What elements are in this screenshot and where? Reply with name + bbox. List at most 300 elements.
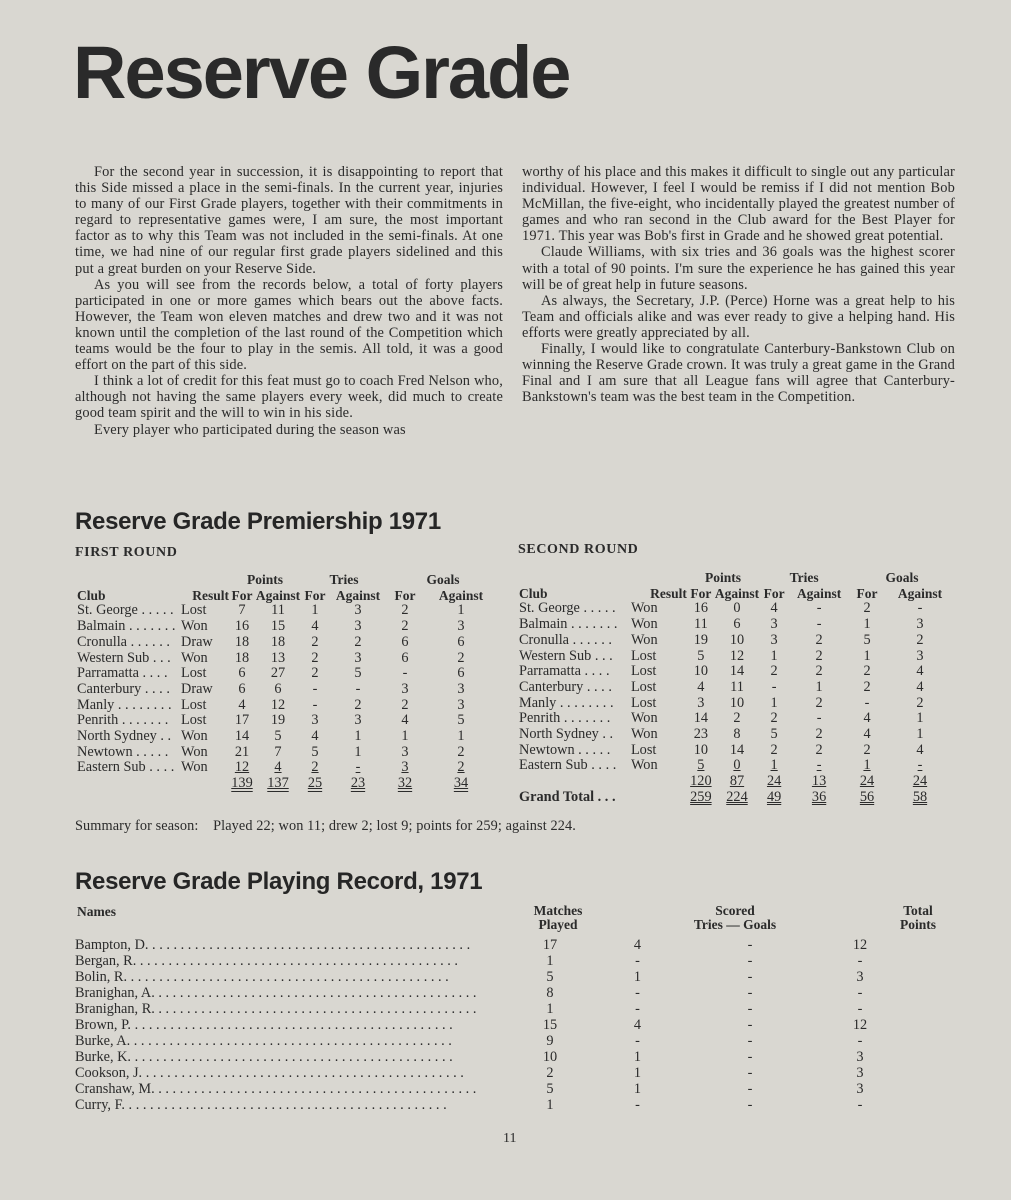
matches-played-cell: 1 [546, 1097, 554, 1113]
tries-cell: 1 [633, 1065, 642, 1081]
points-for-cell: 14 [693, 710, 709, 727]
tries-cell: 4 [633, 1017, 642, 1033]
for-header: For [856, 585, 878, 601]
total-points-cell: - [857, 985, 863, 1001]
table-row [77, 682, 499, 698]
total-cell: 34 [453, 775, 469, 792]
name-leader [75, 1097, 500, 1113]
tries-for-cell: - [312, 696, 318, 713]
report-paragraph: Every player who participated during the season was [94, 421, 406, 438]
player-row [75, 1017, 895, 1033]
tries-for-cell: - [771, 678, 777, 695]
player-row [75, 1097, 895, 1113]
dot-leader: . . . . . . . . . . . . . . . . . . . . . . . . . . . . . . . . . . . . . . . . . . . . . [131, 1049, 453, 1065]
points-for-cell: 5 [697, 647, 705, 664]
player-name: Bampton, D. [75, 937, 149, 953]
points-against-cell: 13 [270, 649, 286, 666]
tries-against-cell: 3 [354, 618, 362, 635]
tries-against-cell: 2 [354, 633, 362, 650]
dot-leader: . . . . . . . . . . . . . . . . . . . . . . . . . . . . . . . . . . . . . . . . . . . . . [127, 969, 449, 985]
tries-for-cell: 3 [770, 631, 778, 648]
player-row [75, 937, 895, 953]
total-points-cell: - [857, 1001, 863, 1017]
club-cell: Penrith . . . . . . . [77, 712, 169, 729]
dot-leader: . . . . . . . . . . . . . . . . . . . . . . . . . . . . . . . . . . . . . . . . . . . . . [154, 985, 477, 1001]
dot-leader: . . . . . . . . . . . . . . . . . . . . . . . . . . . . . . . . . . . . . . . . . . . . . [154, 1001, 477, 1017]
tries-against-cell: 1 [354, 728, 362, 745]
result-cell: Won [181, 649, 208, 666]
second-round-label: SECOND ROUND [518, 542, 639, 557]
scored-header [664, 904, 806, 932]
page-title: Reserve Grade [73, 31, 570, 114]
name-leader [75, 1033, 500, 1049]
points-against-cell: 2 [733, 710, 741, 727]
goals-for-cell: 1 [863, 647, 871, 664]
goals-against-cell: 2 [457, 759, 465, 776]
total-cell: 32 [397, 775, 413, 792]
name-leader [75, 985, 500, 1001]
player-name: Curry, F. [75, 1097, 125, 1113]
result-cell: Won [630, 616, 658, 633]
tries-cell: - [635, 985, 640, 1001]
points-header: Points [246, 572, 283, 587]
table-row [519, 758, 955, 774]
total-points-cell: 3 [856, 969, 864, 985]
tries-for-cell: 2 [770, 741, 778, 758]
against-header: Against [335, 587, 381, 603]
tries-for-cell: 5 [770, 726, 778, 743]
matches-played-cell: 2 [546, 1065, 554, 1081]
table-header-row [77, 572, 499, 588]
goals-for-cell: 4 [863, 710, 871, 727]
matches-played-cell: 8 [546, 985, 554, 1001]
club-cell: North Sydney . . [519, 726, 614, 743]
grand-total-cell: 56 [859, 788, 875, 805]
name-leader [75, 1001, 500, 1017]
tries-against-cell: 1 [354, 743, 362, 760]
goals-cell: - [747, 1081, 753, 1097]
goals-cell: - [747, 1097, 753, 1113]
points-against-cell: 14 [729, 663, 745, 680]
table-row [77, 666, 499, 682]
tries-against-cell: - [816, 616, 822, 633]
points-for-cell: 18 [234, 633, 250, 650]
tries-cell: - [635, 953, 640, 969]
tries-for-cell: 2 [770, 710, 778, 727]
points-for-cell: 4 [697, 678, 705, 695]
for-header: For [394, 587, 416, 603]
tries-against-cell: 2 [815, 631, 823, 648]
name-leader [75, 1081, 500, 1097]
goals-against-cell: 1 [916, 710, 924, 727]
points-for-cell: 17 [234, 712, 250, 729]
points-for-cell: 16 [234, 618, 250, 635]
club-cell: Penrith . . . . . . . [519, 710, 611, 727]
player-row [75, 1049, 895, 1065]
result-cell: Lost [630, 678, 657, 695]
goals-against-cell: 5 [457, 712, 465, 729]
page-number: 11 [503, 1131, 517, 1146]
tries-against-cell: 3 [354, 602, 362, 619]
table-row [519, 680, 955, 696]
grand-total-row [519, 790, 955, 806]
points-against-cell: 11 [271, 602, 285, 619]
club-cell: Canterbury . . . . [519, 678, 612, 695]
club-cell: Manly . . . . . . . . [77, 696, 172, 713]
player-name: Branighan, R. [75, 1001, 155, 1017]
player-row [75, 1033, 895, 1049]
player-name-cell [75, 1033, 500, 1049]
player-name-cell [75, 969, 500, 985]
total-cell: 24 [766, 773, 782, 790]
points-against-cell: 12 [270, 696, 286, 713]
points-against-cell: 14 [729, 741, 745, 758]
grand-total-cell: 58 [912, 788, 928, 805]
goals-against-cell: 4 [916, 678, 924, 695]
goals-against-cell: 6 [457, 665, 465, 682]
goals-for-cell: 3 [401, 680, 409, 697]
tries-against-cell: - [816, 600, 822, 617]
tries-against-cell: - [355, 759, 361, 776]
club-cell: Cronulla . . . . . . [519, 631, 612, 648]
points-for-cell: 6 [238, 680, 246, 697]
tries-for-cell: 5 [311, 743, 319, 760]
playing-record-table [75, 937, 895, 1113]
tries-against-cell: 2 [815, 663, 823, 680]
club-cell: Eastern Sub . . . . [77, 759, 175, 776]
points-against-cell: 0 [733, 600, 741, 617]
result-cell: Lost [181, 602, 207, 619]
matches-header-line: Matches [533, 903, 583, 918]
result-cell: Won [630, 757, 658, 774]
matches-played-cell: 17 [542, 937, 558, 953]
dot-leader: . . . . . . . . . . . . . . . . . . . . . . . . . . . . . . . . . . . . . . . . . . . . . [124, 1097, 447, 1113]
dot-leader: . . . . . . . . . . . . . . . . . . . . . . . . . . . . . . . . . . . . . . . . . . . . . [136, 953, 458, 969]
summary-label: Summary for season: [75, 818, 199, 834]
tries-cell: 1 [633, 969, 642, 985]
total-cell: 137 [267, 775, 289, 792]
points-for-cell: 4 [238, 696, 246, 713]
table-row [77, 745, 499, 761]
tries-for-cell: 4 [311, 618, 319, 635]
points-against-cell: 18 [270, 633, 286, 650]
goals-for-cell: 1 [401, 728, 409, 745]
tries-for-cell: 3 [770, 616, 778, 633]
points-against-cell: 4 [274, 759, 282, 776]
player-name-cell [75, 1017, 500, 1033]
goals-against-cell: 3 [457, 680, 465, 697]
goals-for-cell: 5 [863, 631, 871, 648]
table-row [77, 760, 499, 776]
club-cell: Balmain . . . . . . . [77, 618, 176, 635]
total-points-cell: 3 [856, 1081, 864, 1097]
result-cell: Won [181, 743, 208, 760]
club-cell: Eastern Sub . . . . [519, 757, 617, 774]
points-for-cell: 23 [693, 726, 709, 743]
player-name-cell [75, 1065, 500, 1081]
blank-cell [631, 774, 687, 790]
tries-cell: 1 [633, 1081, 642, 1097]
result-cell: Won [630, 726, 658, 743]
total-cell: 24 [912, 773, 928, 790]
total-cell: 120 [690, 773, 712, 790]
result-cell: Lost [630, 647, 657, 664]
first-round-table [77, 572, 499, 792]
name-leader [75, 1017, 500, 1033]
for-header: For [763, 585, 785, 601]
second-round-table [519, 570, 955, 806]
points-for-cell: 10 [693, 663, 709, 680]
points-for-cell: 14 [234, 728, 250, 745]
club-cell: Manly . . . . . . . . [519, 694, 614, 711]
player-name: Burke, K. [75, 1049, 131, 1065]
table-row [519, 727, 955, 743]
total-points-cell: 3 [856, 1049, 864, 1065]
scored-header-line: Scored [715, 903, 755, 918]
table-row [519, 633, 955, 649]
tries-header: Tries [789, 570, 819, 585]
total-points-cell: 3 [856, 1065, 864, 1081]
table-row [519, 649, 955, 665]
points-against-cell: 0 [733, 757, 741, 774]
club-cell: Parramatta . . . . [519, 663, 610, 680]
table-row [519, 696, 955, 712]
total-points-cell: - [857, 953, 863, 969]
name-leader [75, 1049, 500, 1065]
club-cell: Cronulla . . . . . . [77, 633, 170, 650]
names-header: Names [77, 904, 116, 919]
tries-against-cell: - [816, 757, 822, 774]
table-row [77, 698, 499, 714]
tries-against-cell: 2 [815, 647, 823, 664]
table-header-row [519, 586, 955, 602]
matches-played-cell: 5 [546, 1081, 554, 1097]
result-cell: Lost [630, 663, 657, 680]
tries-for-cell: 2 [770, 663, 778, 680]
club-cell: St. George . . . . . [519, 600, 616, 617]
report-paragraph: worthy of his place and this makes it difficult to single out any particular individual. However, I feel I would be remiss if I did not mention Bob McMillan, the five-eight, who incidentally played the greatest number of games and who ran second in the Club award for the Best Player for 1971. This year was Bob's first in Grade and he showed great potential. [522, 164, 955, 245]
goals-for-cell: 6 [401, 633, 409, 650]
goals-against-cell: 4 [916, 741, 924, 758]
goals-for-cell: 2 [863, 678, 871, 695]
tries-against-cell: 2 [354, 696, 362, 713]
matches-header-line: Played [538, 917, 578, 932]
player-name-cell [75, 1097, 500, 1113]
club-cell: Canterbury . . . . [77, 680, 170, 697]
tries-against-cell: 1 [815, 678, 823, 695]
goals-against-cell: 1 [457, 728, 465, 745]
goals-cell: - [747, 937, 753, 953]
player-name: Burke, A. [75, 1033, 131, 1049]
report-column-right [522, 164, 955, 405]
points-for-cell: 12 [234, 759, 250, 776]
goals-for-cell: - [864, 694, 870, 711]
report-paragraph: I think a lot of credit for this feat must go to coach Fred Nelson who, although not having the same players every week, did much to create good team spirit and the will to win in his side. [75, 373, 503, 422]
goals-for-cell: 2 [401, 618, 409, 635]
dot-leader: . . . . . . . . . . . . . . . . . . . . . . . . . . . . . . . . . . . . . . . . . . . . . [154, 1081, 477, 1097]
club-cell: North Sydney . . [77, 728, 172, 745]
points-against-cell: 5 [274, 728, 282, 745]
matches-played-cell: 1 [546, 953, 554, 969]
tries-against-cell: 5 [354, 665, 362, 682]
club-cell: Western Sub . . . [519, 647, 613, 664]
goals-cell: - [747, 1049, 753, 1065]
points-for-cell: 7 [238, 602, 246, 619]
points-for-cell: 3 [697, 694, 705, 711]
goals-against-cell: 1 [457, 602, 465, 619]
dot-leader: . . . . . . . . . . . . . . . . . . . . . . . . . . . . . . . . . . . . . . . . . . . . . [130, 1033, 452, 1049]
goals-against-cell: 3 [916, 647, 924, 664]
goals-against-cell: 2 [916, 631, 924, 648]
report-paragraph: Claude Williams, with six tries and 36 goals was the highest scorer with a total of 90 points. I'm sure the experience he has gained this year will be of great help in future seasons. [522, 244, 955, 293]
player-row [75, 953, 895, 969]
table-row [77, 635, 499, 651]
report-paragraph: For the second year in succession, it is disappointing to report that this Side missed a place in the semi-finals. In the current year, injuries to many of our First Grade players, together with their commitments in regard to representative games were, I am sure, the most important factor as to why this Team was not included in the semi-finals. At one time, we had nine of our regular first grade players sidelined and this put a great burden on your Reserve Side. [75, 164, 503, 277]
goals-for-cell: 2 [863, 663, 871, 680]
against-header: Against [796, 585, 842, 601]
goals-against-cell: 1 [916, 726, 924, 743]
goals-for-cell: 2 [401, 696, 409, 713]
goals-against-cell: - [917, 757, 923, 774]
points-against-cell: 10 [729, 631, 745, 648]
goals-for-cell: - [402, 665, 408, 682]
totals-row [77, 776, 499, 792]
tries-for-cell: 2 [311, 759, 319, 776]
table-row [519, 617, 955, 633]
result-cell: Lost [181, 665, 207, 682]
grand-total-cell: 49 [766, 788, 782, 805]
tries-goals-header: Tries — Goals [693, 917, 777, 932]
goals-for-cell: 4 [863, 726, 871, 743]
tries-against-cell: 2 [815, 726, 823, 743]
points-for-cell: 19 [693, 631, 709, 648]
player-row [75, 1001, 895, 1017]
player-name: Bolin, R. [75, 969, 128, 985]
result-cell: Won [630, 600, 658, 617]
total-points-cell: 12 [852, 1017, 868, 1033]
totals-row [519, 774, 955, 790]
points-for-cell: 6 [238, 665, 246, 682]
result-cell: Draw [181, 680, 213, 697]
result-header: Result [192, 587, 229, 603]
tries-for-cell: 3 [311, 712, 319, 729]
points-against-cell: 11 [730, 678, 744, 695]
club-cell: Newtown . . . . . [77, 743, 169, 760]
table-row [77, 603, 499, 619]
points-for-cell: 5 [697, 757, 705, 774]
goals-for-cell: 6 [401, 649, 409, 666]
goals-header: Goals [426, 572, 460, 587]
report-paragraph: As always, the Secretary, J.P. (Perce) Horne was a great help to his Team and officials alike and was ever ready to give a helping hand. His efforts were greatly appreciated by all. [522, 292, 955, 341]
points-against-cell: 8 [733, 726, 741, 743]
goals-cell: - [747, 953, 753, 969]
table-row [77, 713, 499, 729]
dot-leader: . . . . . . . . . . . . . . . . . . . . . . . . . . . . . . . . . . . . . . . . . . . . . [142, 1065, 464, 1081]
table-row [77, 651, 499, 667]
total-points-cell: - [857, 1097, 863, 1113]
total-cell: 24 [859, 773, 875, 790]
points-against-cell: 10 [729, 694, 745, 711]
goals-header: Goals [885, 570, 919, 585]
matches-played-cell: 10 [542, 1049, 558, 1065]
grand-total-label: Grand Total . . . [519, 788, 616, 805]
player-name: Brown, P. [75, 1017, 132, 1033]
result-cell: Lost [181, 696, 207, 713]
total-cell: 13 [811, 773, 827, 790]
player-row [75, 1065, 895, 1081]
tries-cell: 4 [633, 937, 642, 953]
matches-played-cell: 15 [542, 1017, 558, 1033]
tries-cell: 1 [633, 1049, 642, 1065]
tries-against-cell: - [355, 680, 361, 697]
player-name: Branighan, A. [75, 985, 155, 1001]
blank-cell [77, 776, 181, 792]
points-for-cell: 11 [693, 616, 708, 633]
club-cell: Balmain . . . . . . . [519, 616, 618, 633]
tries-for-cell: - [312, 680, 318, 697]
tries-cell: - [635, 1097, 640, 1113]
tries-against-cell: - [816, 710, 822, 727]
goals-cell: - [747, 1033, 753, 1049]
goals-against-cell: 2 [916, 694, 924, 711]
matches-played-cell: 1 [546, 1001, 554, 1017]
matches-played-cell: 9 [546, 1033, 554, 1049]
goals-against-cell: 3 [457, 618, 465, 635]
against-header: Against [438, 587, 484, 603]
player-name-cell [75, 1001, 500, 1017]
first-round-label: FIRST ROUND [75, 545, 178, 560]
summary-text: Played 22; won 11; drew 2; lost 9; points for 259; against 224. [213, 818, 576, 834]
tries-for-cell: 2 [311, 665, 319, 682]
club-header: Club [77, 587, 106, 603]
goals-for-cell: 3 [401, 759, 409, 776]
for-header: For [304, 587, 326, 603]
total-header-line: Points [899, 917, 936, 932]
matches-played-cell: 5 [546, 969, 554, 985]
tries-for-cell: 1 [770, 757, 778, 774]
total-cell: 87 [729, 773, 745, 790]
points-against-cell: 6 [274, 680, 282, 697]
club-cell: Western Sub . . . [77, 649, 171, 666]
points-against-cell: 6 [733, 616, 741, 633]
goals-against-cell: 4 [916, 663, 924, 680]
name-leader [75, 953, 500, 969]
against-header: Against [897, 585, 943, 601]
tries-for-cell: 1 [770, 647, 778, 664]
tries-for-cell: 4 [311, 728, 319, 745]
player-name-cell [75, 1049, 500, 1065]
result-cell: Draw [181, 633, 213, 650]
goals-cell: - [747, 1001, 753, 1017]
total-cell: 139 [231, 775, 253, 792]
player-row [75, 1081, 895, 1097]
season-summary [75, 818, 576, 835]
points-for-cell: 16 [693, 600, 709, 617]
table-row [77, 619, 499, 635]
points-against-cell: 27 [270, 665, 286, 682]
player-name: Bergan, R. [75, 953, 137, 969]
total-cell: 23 [350, 775, 366, 792]
total-points-cell: 12 [852, 937, 868, 953]
goals-for-cell: 2 [863, 741, 871, 758]
goals-cell: - [747, 1065, 753, 1081]
goals-for-cell: 1 [863, 757, 871, 774]
blank-cell [519, 774, 631, 790]
table-row [519, 601, 955, 617]
player-name: Cranshaw, M. [75, 1081, 155, 1097]
matches-header [518, 904, 598, 932]
tries-against-cell: 2 [815, 694, 823, 711]
